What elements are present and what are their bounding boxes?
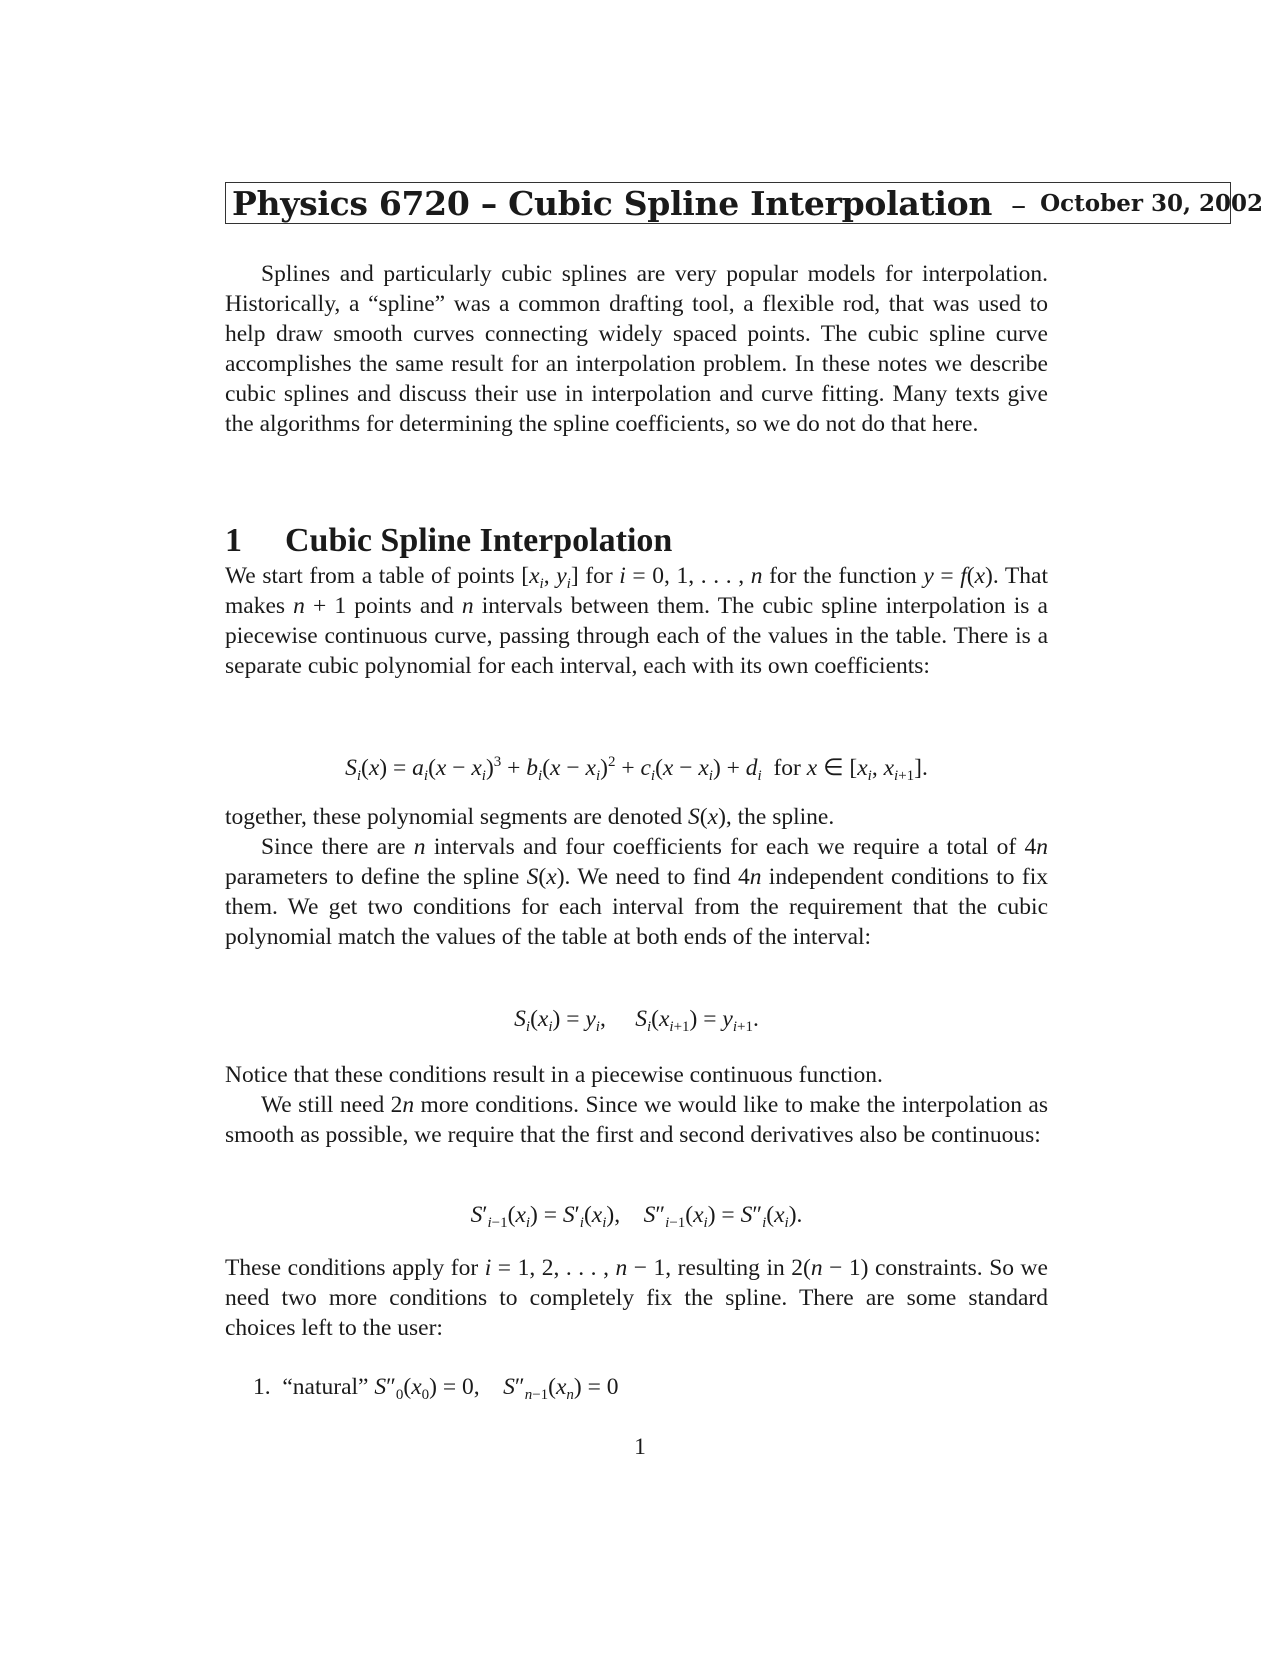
- equation-derivative-continuity: $S'_{i-1}(x_i) = S'_i(x_i)$, $S''_{i-1}(x_i) = S''_i(x_i)$.: [470, 1202, 803, 1231]
- text-run: intervals between them. The cubic spline interpolation is a piecewise continuous curve, passing through each of the values in the table. There is a separate cubic polynomial for each interval, each with its own coefficients:: [225, 593, 1048, 679]
- list-number: 1.: [253, 1374, 271, 1400]
- text-run: more conditions. Since we would like to make the interpolation as smooth as possible, we require that the first and second derivatives also be continuous:: [225, 1092, 1048, 1148]
- section-title: Cubic Spline Interpolation: [285, 522, 673, 559]
- list-label: “natural”: [282, 1374, 369, 1400]
- document-date: October 30, 2002: [1040, 189, 1264, 217]
- paragraph-spline-definition: together, these polynomial segments are denoted S(x), the spline. Since there are n intervals and four coefficients for each we require a total of 4n parameters to define the spline S(x). We need to find 4n independent conditions to fix them. We get two conditions for each interval from the requirement that the cubic polynomial match the values of the table at both ends of the interval:: [225, 804, 1048, 950]
- text-run: for: [578, 563, 620, 589]
- eq-for-text: for: [773, 755, 801, 781]
- text-run: constraints. So we need two more conditions to completely fix the spline. There are some standard choices left to the user:: [225, 1255, 1048, 1341]
- text-run: We still need: [261, 1092, 391, 1118]
- text-run: intervals and four coefficients for each we require a total of: [425, 834, 1025, 860]
- title-dash: –: [1011, 187, 1027, 223]
- title-box: [225, 182, 1264, 224]
- text-run: for the function: [762, 563, 924, 589]
- text-run: points and: [346, 593, 462, 619]
- paragraph-table-points: We start from a table of points [$x_i$, $y_i$] for i = 0, 1, . . . , n for the function y = f(x). That makes n + 1 points and n intervals between them. The cubic spline interpolation is a piecewise continuous curve, passing through each of the values in the table. There is a separate cubic polynomial for each interval, each with its own coefficients:: [225, 563, 1049, 679]
- text-run: parameters to define the spline: [225, 864, 527, 890]
- list-item-natural: 1. “natural” $S''_0(x_0) = 0$, $S''_{n-1}(x_n) = 0$: [253, 1374, 619, 1403]
- section-number: 1: [225, 522, 242, 559]
- title-text: Physics 6720 – Cubic Spline Interpolation: [232, 183, 993, 223]
- page-number: 1: [634, 1434, 646, 1460]
- text-run: We start from a table of points: [225, 563, 522, 589]
- abstract-paragraph: Splines and particularly cubic splines are very popular models for interpolation. Historically, a “spline” was a common drafting tool, a flexible rod, that was used to help draw smooth curves connecting widely spaced points. The cubic spline curve accomplishes the same result for an interpolation problem. In these notes we describe cubic splines and discuss their use in interpolation and curve fitting. Many texts give the algorithms for determining the spline coefficients, so we do not do that here.: [225, 261, 1048, 437]
- text-run: . We need to find: [564, 864, 738, 890]
- text-run: together, these polynomial segments are denoted: [225, 804, 689, 830]
- document-title: [232, 184, 1040, 223]
- text-run: Since there are: [261, 834, 414, 860]
- text-run: independent conditions to fix them. We get two conditions for each interval from the requirement that the cubic polynomial match the values of the table at both ends of the interval:: [225, 864, 1048, 950]
- text-run: These conditions apply for: [225, 1255, 485, 1281]
- text-run: Notice that these conditions result in a piecewise continuous function.: [225, 1062, 883, 1088]
- section-heading: [225, 522, 672, 560]
- paragraph-constraints: These conditions apply for i = 1, 2, . . . , n − 1, resulting in 2(n − 1) constraints. So we need two more conditions to completely fix the spline. There are some standard choices left to the user:: [225, 1255, 1048, 1341]
- text-run: , the spline.: [725, 804, 835, 830]
- text-run: . That makes: [225, 563, 1049, 619]
- equation-endpoint-conditions: $S_i(x_i) = y_i$, $S_i(x_{i+1}) = y_{i+1}$.: [514, 1006, 759, 1035]
- equation-spline-polynomial: $S_i(x) = a_i(x - x_i)^3 + b_i(x - x_i)^2 + c_i(x - x_i) + d_i$ for x ∈ [$x_i$, $x_{i+1}$].: [345, 754, 928, 784]
- text-run: , resulting in: [665, 1255, 792, 1281]
- paragraph-continuity: Notice that these conditions result in a piecewise continuous function. We still need 2n more conditions. Since we would like to make the interpolation as smooth as possible, we require that the first and second derivatives also be continuous:: [225, 1062, 1048, 1148]
